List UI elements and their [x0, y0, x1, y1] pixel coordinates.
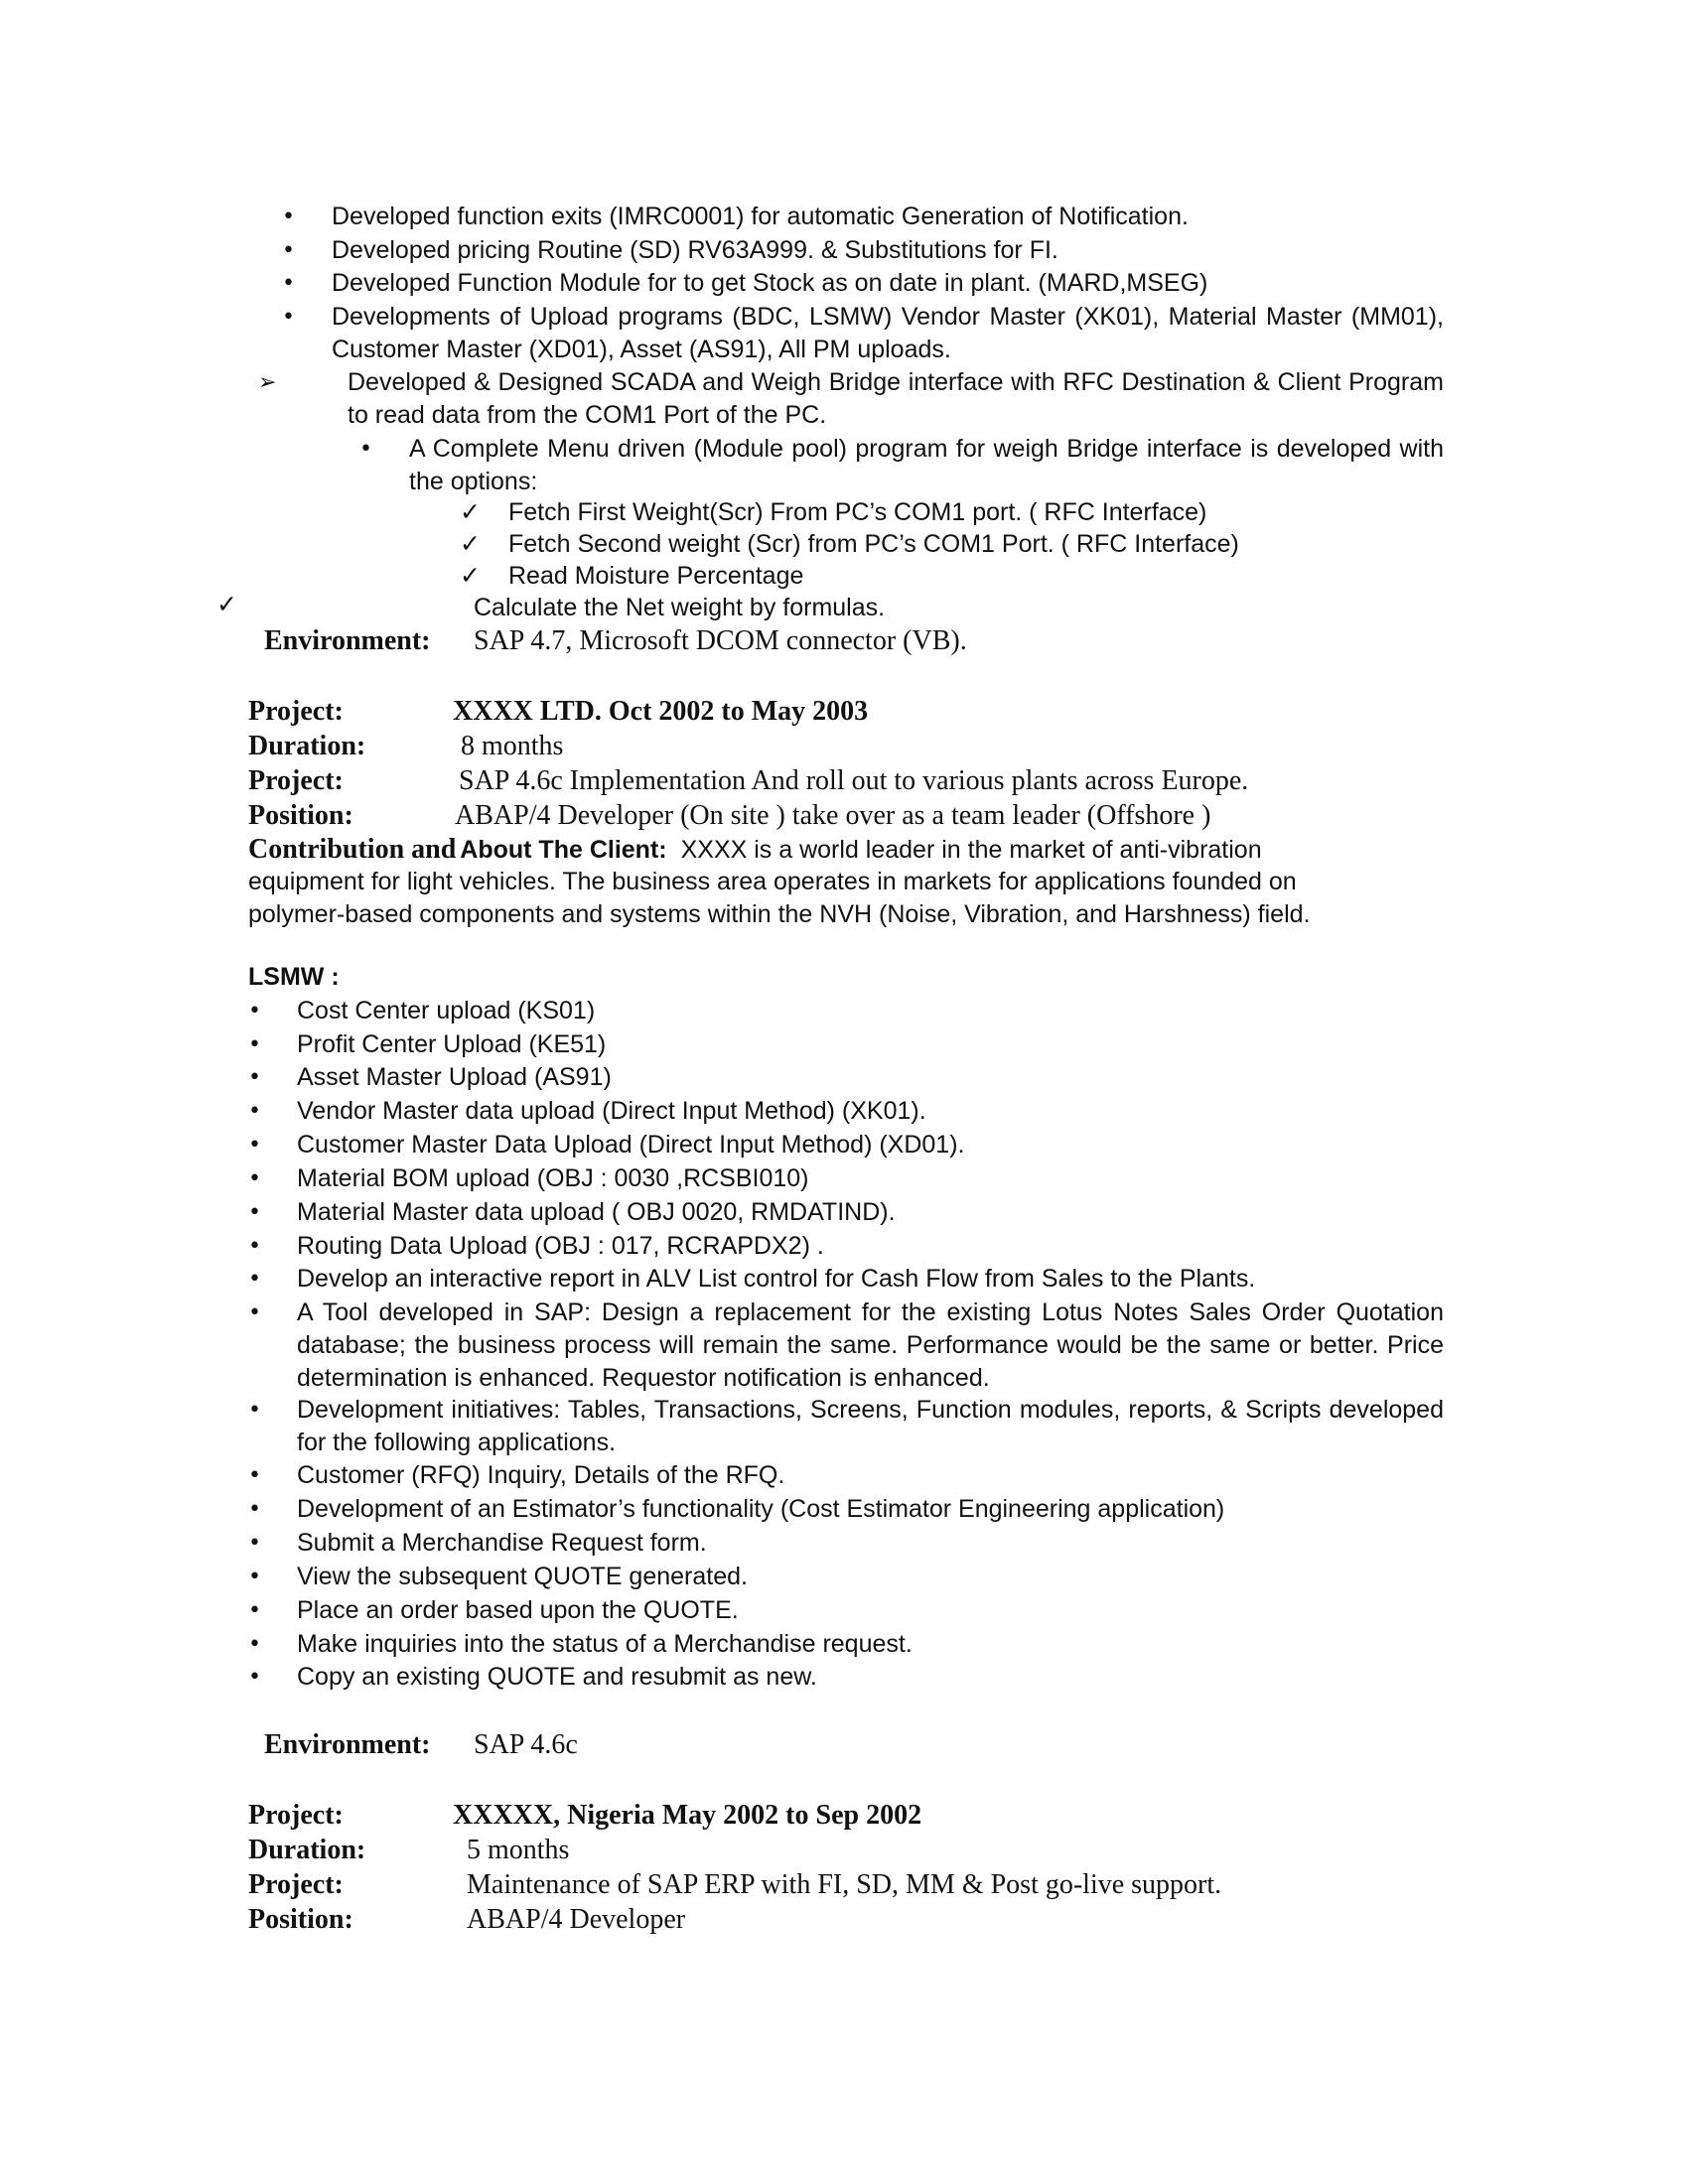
project-description: Maintenance of SAP ERP with FI, SD, MM & Post go-live support. [467, 1869, 1222, 1900]
list-item: Development initiatives: Tables, Transactions, Screens, Function modules, reports, & Scripts developed for the following applications. [297, 1396, 1444, 1456]
arrow-list-item: Developed & Designed SCADA and Weigh Bridge interface with RFC Destination & Client Program to read data from the COM1 Port of the PC. [348, 368, 1444, 429]
list-item: Copy an existing QUOTE and resubmit as new. [297, 1663, 817, 1691]
bullet-icon: • [248, 1099, 261, 1124]
bullet-icon: • [248, 1133, 261, 1158]
duration-value: 5 months [467, 1835, 570, 1865]
position-value: ABAP/4 Developer [467, 1904, 686, 1935]
list-item: Developed Function Module for to get Stock as on date in plant. (MARD,MSEG) [332, 269, 1208, 297]
arrow-bullet-icon: ➢ [258, 370, 277, 395]
project-label: Project: [248, 765, 344, 796]
bullet-icon: • [248, 1463, 261, 1488]
bullet-icon: • [248, 1300, 261, 1325]
duration-value: 8 months [461, 731, 564, 761]
bullet-icon: • [248, 1632, 261, 1657]
bullet-icon: • [248, 1032, 261, 1057]
list-item: Development of an Estimator’s functionality (Cost Estimator Engineering application) [297, 1495, 1225, 1523]
contribution-label-sans: About The Client: [460, 836, 667, 864]
check-list-item: Read Moisture Percentage [508, 562, 804, 590]
list-item: Material Master data upload ( OBJ 0020, RMDATIND). [297, 1198, 896, 1226]
check-list-item: Calculate the Net weight by formulas. [474, 594, 886, 621]
position-label: Position: [248, 800, 353, 831]
bullet-icon: • [248, 1598, 261, 1623]
list-item: Developments of Upload programs (BDC, LSMW) Vendor Master (XK01), Material Master (MM01), Customer Master (XD01), Asset (AS91), All PM uploads. [332, 303, 1444, 363]
environment-value: SAP 4.7, Microsoft DCOM connector (VB). [474, 625, 967, 656]
duration-label: Duration: [248, 731, 366, 761]
check-list-item: Fetch Second weight (Scr) from PC’s COM1 Port. ( RFC Interface) [508, 530, 1239, 558]
bullet-icon: • [248, 1200, 261, 1225]
list-item: Place an order based upon the QUOTE. [297, 1596, 739, 1624]
bullet-icon: • [282, 305, 295, 330]
environment-value: SAP 4.6c [474, 1729, 578, 1760]
bullet-icon: • [248, 1065, 261, 1090]
contribution-line-3: polymer-based components and systems within the NVH (Noise, Vibration, and Harshness) field. [248, 900, 1311, 928]
check-icon: ✓ [460, 498, 481, 526]
contribution-line-2: equipment for light vehicles. The business area operates in markets for applications founded on [248, 868, 1297, 895]
bullet-icon: • [282, 238, 295, 263]
list-item: Developed function exits (IMRC0001) for automatic Generation of Notification. [332, 203, 1189, 230]
check-icon: ✓ [460, 562, 481, 590]
position-label: Position: [248, 1904, 353, 1935]
list-item: Submit a Merchandise Request form. [297, 1529, 707, 1557]
list-item: Routing Data Upload (OBJ : 017, RCRAPDX2) . [297, 1232, 824, 1260]
list-item: Develop an interactive report in ALV List control for Cash Flow from Sales to the Plants. [297, 1265, 1256, 1293]
check-icon: ✓ [216, 591, 237, 618]
project-label: Project: [248, 1800, 344, 1831]
check-list-item: Fetch First Weight(Scr) From PC’s COM1 port. ( RFC Interface) [508, 498, 1207, 526]
list-item: Customer (RFQ) Inquiry, Details of the RFQ. [297, 1461, 785, 1489]
project-label: Project: [248, 696, 344, 727]
duration-label: Duration: [248, 1835, 366, 1865]
environment-label: Environment: [264, 625, 431, 656]
bullet-icon: • [282, 205, 295, 229]
environment-label: Environment: [264, 1729, 431, 1760]
bullet-icon: • [248, 1398, 261, 1423]
list-item: Developed pricing Routine (SD) RV63A999. & Substitutions for FI. [332, 236, 1058, 264]
bullet-icon: • [282, 271, 295, 296]
list-item: Asset Master Upload (AS91) [297, 1063, 612, 1091]
contribution-label-serif: Contribution and [248, 834, 457, 865]
project-title: XXXX LTD. Oct 2002 to May 2003 [453, 696, 869, 727]
list-item: Make inquiries into the status of a Merchandise request. [297, 1630, 913, 1658]
project-description: SAP 4.6c Implementation And roll out to various plants across Europe. [459, 765, 1249, 796]
bullet-icon: • [248, 1531, 261, 1556]
lsmw-heading: LSMW : [248, 963, 340, 991]
contribution-line-1 [248, 832, 1262, 867]
bullet-icon: • [248, 999, 261, 1024]
project-label: Project: [248, 1869, 344, 1900]
bullet-icon: • [248, 1565, 261, 1589]
bullet-icon: • [248, 1497, 261, 1522]
list-item: A Tool developed in SAP: Design a replacement for the existing Lotus Notes Sales Order Quotation database; the business process will remain the same. Performance would be the same or better. Price determination is enhanced. Requestor notification is enhanced. [297, 1298, 1444, 1392]
bullet-icon: • [248, 1665, 261, 1690]
contribution-text: XXXX is a world leader in the market of anti-vibration [680, 836, 1262, 864]
list-item: Customer Master Data Upload (Direct Input Method) (XD01). [297, 1131, 965, 1159]
list-item: View the subsequent QUOTE generated. [297, 1563, 748, 1590]
list-item: Cost Center upload (KS01) [297, 997, 596, 1024]
position-value: ABAP/4 Developer (On site ) take over as a team leader (Offshore ) [455, 800, 1211, 831]
bullet-icon: • [359, 437, 372, 462]
bullet-icon: • [248, 1234, 261, 1259]
bullet-icon: • [248, 1267, 261, 1292]
list-item: Vendor Master data upload (Direct Input Method) (XK01). [297, 1097, 926, 1125]
check-icon: ✓ [460, 530, 481, 558]
bullet-icon: • [248, 1166, 261, 1191]
project-title: XXXXX, Nigeria May 2002 to Sep 2002 [453, 1800, 922, 1831]
list-item: Profit Center Upload (KE51) [297, 1030, 607, 1058]
list-item: Material BOM upload (OBJ : 0030 ,RCSBI010) [297, 1164, 809, 1192]
menu-list-item: A Complete Menu driven (Module pool) program for weigh Bridge interface is developed with the options: [409, 435, 1444, 495]
